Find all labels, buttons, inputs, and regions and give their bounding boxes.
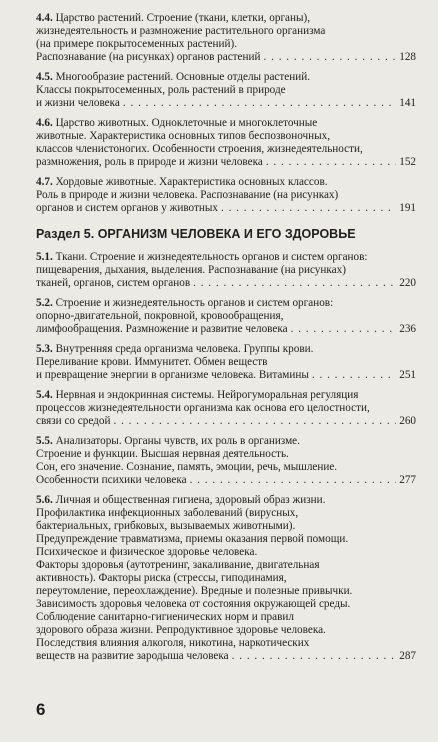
toc-entry-line: классов членистоногих. Особенности строения, жизнедеятельности,: [36, 143, 363, 155]
toc-entry-last-line: [36, 650, 416, 663]
toc-entry-line: Переливание крови. Иммунитет. Обмен веществ: [36, 356, 268, 368]
toc-entry-line: бактериальных, грибковых, вызываемых животными).: [36, 520, 296, 532]
toc-entry-line: Соблюдение санитарно-гигиенических норм и правил: [36, 611, 294, 623]
dot-leader: [232, 650, 397, 663]
toc-entry-text: веществ на развитие зародыша человека: [36, 650, 229, 662]
toc-entry: [36, 494, 416, 663]
dot-leader: [123, 97, 396, 110]
toc-entry: [36, 176, 416, 215]
toc-entry-line: активность). Факторы риска (стрессы, гиподинамия,: [36, 572, 287, 584]
toc-entry-line: 5.4. Нервная и эндокринная системы. Нейрогуморальная регуляция: [36, 389, 359, 401]
toc-entry-line: Факторы здоровья (аутотренинг, закаливание, двигательная: [36, 559, 320, 571]
toc-entry: [36, 389, 416, 428]
toc-entry: [36, 117, 416, 169]
toc-entry-text: связи со средой: [36, 415, 111, 427]
toc-entry-last-line: [36, 97, 416, 110]
toc-entry-text: Распознавание (на рисунках) органов растений: [36, 51, 261, 63]
toc-entry-text: лимфообращения. Размножение и развитие человека: [36, 323, 288, 335]
toc-page-ref: 287: [399, 650, 416, 662]
toc-entry-last-line: [36, 323, 416, 336]
dot-leader: [266, 156, 396, 169]
toc-entry-line: жизнедеятельность и размножение растительного организма: [36, 25, 326, 37]
toc-entry-line: 4.5. Многообразие растений. Основные отделы растений.: [36, 71, 311, 83]
toc-page-ref: 236: [399, 323, 416, 335]
toc-entry: [36, 12, 416, 64]
toc-entry-text: и превращение энергии в организме человека. Витамины: [36, 369, 309, 381]
page-number: 6: [36, 700, 46, 719]
toc-entry-line: Последствия влияния алкоголя, никотина, наркотических: [36, 637, 310, 649]
toc-page-ref: 191: [399, 202, 416, 214]
toc-entry-line: 5.1. Ткани. Строение и жизнедеятельность органов и систем органов:: [36, 251, 368, 263]
toc-entry: [36, 71, 416, 110]
toc-entry-line: 4.4. Царство растений. Строение (ткани, клетки, органы),: [36, 12, 311, 24]
dot-leader: [113, 415, 396, 428]
toc-entry-text: и жизни человека: [36, 97, 120, 109]
toc-entry-line: Строение и функции. Высшая нервная деятельность.: [36, 448, 289, 460]
toc-entry-last-line: [36, 474, 416, 487]
section-4-entries: [36, 12, 416, 215]
toc-entry-line: переутомление, переохлаждение). Вредные и полезные привычки.: [36, 585, 353, 597]
toc-entry-line: животные. Характеристика основных типов беспозвоночных,: [36, 130, 331, 142]
toc-entry-text: органов и систем органов у животных: [36, 202, 218, 214]
toc-page-ref: 251: [399, 369, 416, 381]
toc-entry: [36, 297, 416, 336]
toc-entry-line: здорового образа жизни. Репродуктивное здоровье человека.: [36, 624, 326, 636]
dot-leader: [264, 51, 397, 64]
toc-entry-line: Профилактика инфекционных заболеваний (вирусных,: [36, 507, 299, 519]
toc-entry-line: Классы покрытосеменных, роль растений в природе: [36, 84, 286, 96]
toc-page-ref: 128: [399, 51, 416, 63]
toc-entry-line: Предупреждение травматизма, приемы оказания первой помощи.: [36, 533, 349, 545]
toc-entry-line: 5.3. Внутренняя среда организма человека. Группы крови.: [36, 343, 314, 355]
toc-entry-text: Особенности психики человека: [36, 474, 187, 486]
toc-entry-last-line: [36, 51, 416, 64]
toc-entry: [36, 343, 416, 382]
toc-entry-line: 5.5. Анализаторы. Органы чувств, их роль в организме.: [36, 435, 300, 447]
toc-entry-text: тканей, органов, систем органов: [36, 277, 191, 289]
toc-entry-last-line: [36, 202, 416, 215]
toc-entry-line: 5.2. Строение и жизнедеятельность органов и систем органов:: [36, 297, 334, 309]
toc-entry: [36, 435, 416, 487]
toc-entry-last-line: [36, 277, 416, 290]
toc-entry-line: 4.7. Хордовые животные. Характеристика основных классов.: [36, 176, 328, 188]
toc-entry-line: опорно-двигательной, покровной, кровообращения,: [36, 310, 284, 322]
toc-entry: [36, 251, 416, 290]
toc-entry-line: процессов жизнедеятельности организма как основа его целостности,: [36, 402, 370, 414]
toc-entry-last-line: [36, 369, 416, 382]
toc-entry-line: Зависимость здоровья человека от состояния окружающей среды.: [36, 598, 351, 610]
toc-page-ref: 152: [399, 156, 416, 168]
toc-entry-last-line: [36, 415, 416, 428]
dot-leader: [221, 202, 396, 215]
toc-entry-text: размножения, роль в природе и жизни человека: [36, 156, 263, 168]
toc-entry-line: 5.6. Личная и общественная гигиена, здоровый образ жизни.: [36, 494, 326, 506]
toc-entry-last-line: [36, 156, 416, 169]
toc-entry-line: 4.6. Царство животных. Одноклеточные и многоклеточные: [36, 117, 318, 129]
toc-entry-line: пищеварения, дыхания, выделения. Распознавание (на рисунках): [36, 264, 346, 276]
toc-page-ref: 141: [399, 97, 416, 109]
toc-entry-line: (на примере покрытосеменных растений).: [36, 38, 238, 50]
toc-entry-line: Психическое и физическое здоровье человека.: [36, 546, 258, 558]
toc-page-ref: 277: [399, 474, 416, 486]
toc-entry-line: Сон, его значение. Сознание, память, эмоции, речь, мышление.: [36, 461, 338, 473]
toc-entry-line: Роль в природе и жизни человека. Распознавание (на рисунках): [36, 189, 339, 201]
toc-page-ref: 260: [399, 415, 416, 427]
section-5-heading: Раздел 5. ОРГАНИЗМ ЧЕЛОВЕКА И ЕГО ЗДОРОВЬЕ: [36, 227, 356, 241]
dot-leader: [193, 277, 396, 290]
dot-leader: [312, 369, 396, 382]
section-5-entries: [36, 251, 416, 663]
dot-leader: [291, 323, 397, 336]
dot-leader: [190, 474, 397, 487]
toc-page-ref: 220: [399, 277, 416, 289]
